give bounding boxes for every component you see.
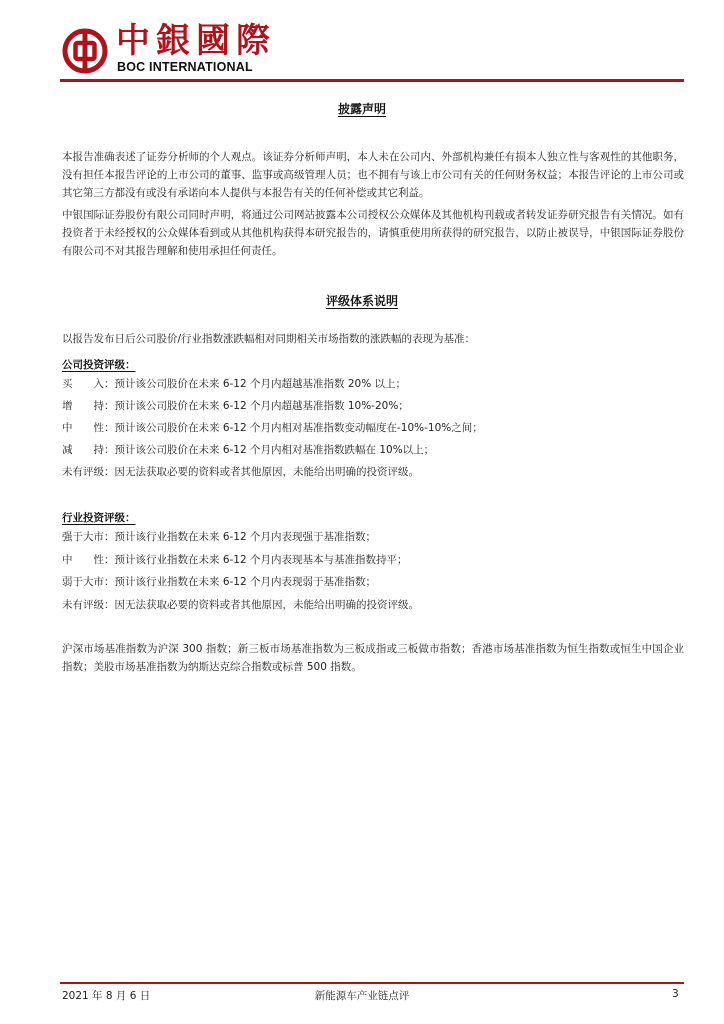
rating-label: 中 性：: [62, 554, 115, 566]
header-divider: [60, 79, 684, 82]
rating-text: 预计该公司股价在未来 6-12 个月内相对基准指数跌幅在 10%以上；: [114, 444, 435, 456]
disclosure-title: 披露声明: [337, 102, 386, 116]
rating-text: 预计该公司股价在未来 6-12 个月内相对基准指数变动幅度在-10%-10%之间；: [114, 422, 483, 434]
brand-name-english: BOC INTERNATIONAL: [117, 60, 253, 74]
rating-text: 预计该行业指数在未来 6-12 个月内表现弱于基准指数；: [114, 576, 377, 588]
industry-rating-item: [62, 596, 419, 614]
company-rating-item: [62, 397, 409, 415]
disclosure-paragraph-1: 本报告准确表述了证券分析师的个人观点。该证券分析师声明，本人未在公司内、外部机构兼任有损本人独立性与客观性的其他职务，没有担任本报告评论的上市公司的董事、监事或高级管理人员；也不拥有与该上市公司有关的任何财务权益；本报告评论的上市公司或其它第三方都没有或没有承诺向本人提供与本报告有关的任何补偿或其它利益。: [62, 151, 684, 199]
page-number: 3: [672, 988, 679, 1000]
rating-label: 买 入：: [62, 378, 115, 390]
rating-label: 减 持：: [62, 444, 115, 456]
rating-system-title: 评级体系说明: [325, 294, 398, 308]
company-rating-item: [62, 419, 483, 437]
industry-rating-item: [62, 573, 376, 591]
brand-name-chinese: 中銀國際: [116, 21, 276, 61]
rating-intro: 以报告发布日后公司股价/行业指数涨跌幅相对同期相关市场指数的涨跌幅的表现为基准：: [62, 333, 476, 345]
rating-text: 预计该行业指数在未来 6-12 个月内表现基本与基准指数持平；: [114, 554, 408, 566]
boc-logo-icon: [62, 28, 108, 74]
rating-text: 预计该公司股价在未来 6-12 个月内超越基准指数 20% 以上；: [114, 378, 407, 390]
benchmark-note: 沪深市场基准指数为沪深 300 指数；新三板市场基准指数为三板成指或三板做市指数；香港市场基准指数为恒生指数或恒生中国企业指数；美股市场基准指数为纳斯达克综合指数或标普 500 指数。: [62, 643, 684, 673]
rating-label: 中 性：: [62, 422, 115, 434]
footer-date: 2021 年 8 月 6 日: [62, 990, 151, 1002]
company-rating-item: [62, 441, 434, 459]
company-rating-item: [62, 375, 406, 393]
rating-text: 因无法获取必要的资料或者其他原因，未能给出明确的投资评级。: [114, 466, 419, 478]
disclosure-paragraph-2: 中银国际证券股份有限公司同时声明，将通过公司网站披露本公司授权公众媒体及其他机构刊载或者转发证券研究报告有关情况。如有投资者于未经授权的公众媒体看到或从其他机构获得本研究报告的，请慎重使用所获得的研究报告，以防止被误导，中银国际证券股份有限公司不对其报告理解和使用承担任何责任。: [62, 209, 684, 257]
footer-report-title: 新能源车产业链点评: [314, 990, 410, 1002]
industry-rating-item: [62, 528, 376, 546]
rating-label: 增 持：: [62, 400, 115, 412]
rating-label: 未有评级：: [62, 599, 115, 611]
company-rating-heading: 公司投资评级：: [62, 359, 136, 371]
company-rating-item: [62, 463, 419, 481]
rating-text: 预计该行业指数在未来 6-12 个月内表现强于基准指数；: [114, 531, 377, 543]
rating-label: 未有评级：: [62, 466, 115, 478]
rating-label: 弱于大市：: [62, 576, 115, 588]
rating-text: 预计该公司股价在未来 6-12 个月内超越基准指数 10%-20%；: [114, 400, 409, 412]
footer-divider: [60, 982, 684, 984]
industry-rating-item: [62, 551, 408, 569]
rating-text: 因无法获取必要的资料或者其他原因，未能给出明确的投资评级。: [114, 599, 419, 611]
industry-rating-heading: 行业投资评级：: [62, 512, 136, 524]
rating-label: 强于大市：: [62, 531, 115, 543]
